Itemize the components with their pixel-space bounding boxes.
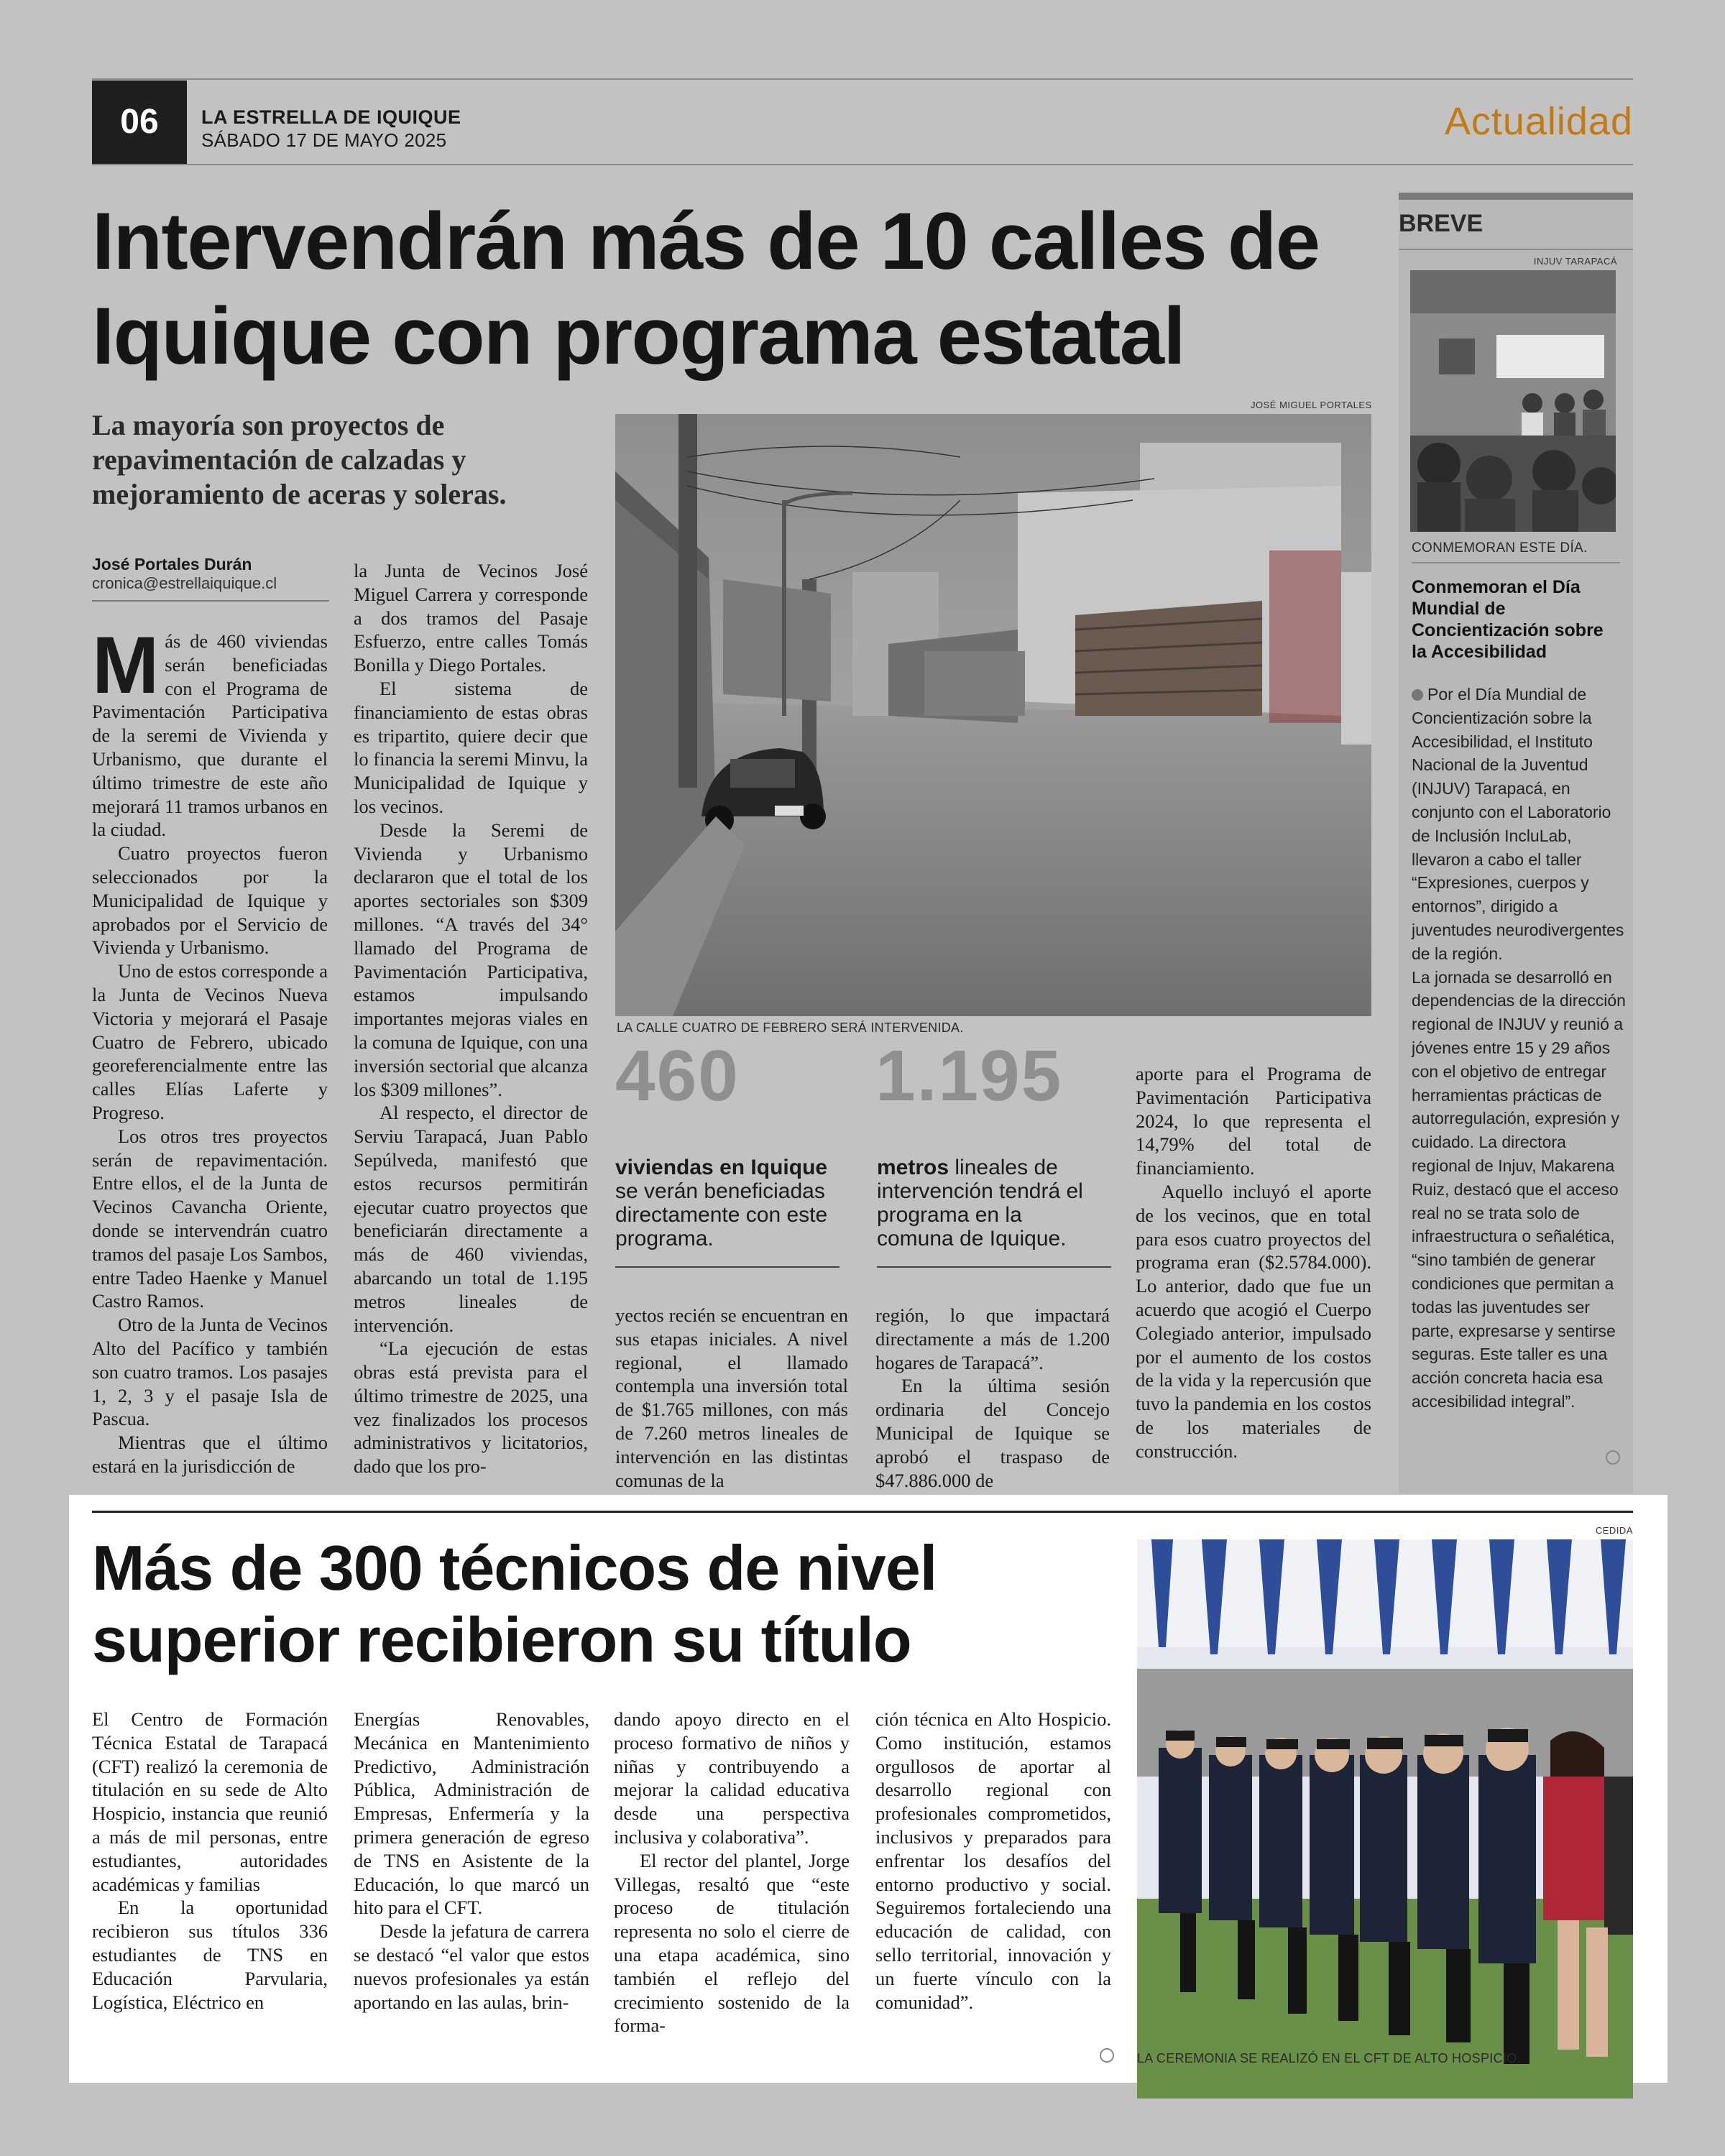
bullet-icon <box>1412 689 1423 701</box>
section-label: Actualidad <box>1444 100 1633 143</box>
stat-1195-number: 1.195 <box>875 1036 1063 1116</box>
second-column-1: El Centro de Formación Técnica Estatal de Tarapacá (CFT) realizó la ceremonia de titulación en su sede de Alto Hospicio, instancia que reunió a más de mil personas, entre estudiantes, autoridades académicas y familias En la oportunidad recibieron sus títulos 336 estudiantes de TNS en Educación Parvularia, Logística, Eléctrico en <box>92 1708 328 2013</box>
stat-460-text: viviendas en Iquique se verán beneficiadas directamente con este programa. <box>615 1156 828 1250</box>
main-column-2: la Junta de Vecinos José Miguel Carrera y corresponde a dos tramos del Pasaje Esfuerzo, entre calles Tomás Bonilla y Diego Portales. El sistema de financiamiento de estas obras es tripartito, quiere decir que lo financia la seremi Minvu, la Municipalidad de Iquique y los vecinos. Desde la Seremi de Vivienda y Urbanismo declararon que el total de los aportes sectoriales son $309 millones. “A través del 34° llamado del Programa de Pavimentación Participativa, estamos impulsando importantes mejoras viales en la comuna de Iquique, con una inversión sectorial que alcanza los $309 millones”. Al respecto, el director de Serviu Tarapacá, Juan Pablo Sepúlveda, manifestó que estos recursos permitirán ejecutar cuatro proyectos que beneficiarán directamente a más de 460 viviendas, abarcando un total de 1.195 metros lineales de intervención. “La ejecución de estas obras está prevista para el último trimestre de 2025, una vez finalizados los procesos administrativos y licitatorios, dado que los pro- <box>354 560 588 1478</box>
main-photo-credit: JOSÉ MIGUEL PORTALES <box>1251 400 1372 410</box>
stat-460-number: 460 <box>615 1036 740 1116</box>
second-headline: Más de 300 técnicos de nivel superior recibieron su título <box>92 1532 937 1675</box>
breve-title: Conmemoran el Día Mundial de Concientización sobre la Accesibilidad <box>1412 577 1604 662</box>
breve-photo-caption: CONMEMORAN ESTE DÍA. <box>1412 540 1588 556</box>
main-headline: Intervendrán más de 10 calles de Iquique con programa estatal <box>92 196 1320 381</box>
street-photo-graphic <box>615 414 1371 1016</box>
stat-1195-text: metros lineales de intervención tendrá el programa en la comuna de Iquique. <box>877 1156 1083 1250</box>
breve-body: Por el Día Mundial de Concientización sobre la Accesibilidad, el Instituto Nacional de la Juventud (INJUV) Tarapacá, en conjunto con el Laboratorio de Inclusión IncluLab, llevaron a cabo el taller “Expresiones, cuerpos y entornos”, dirigido a juventudes neurodivergentes de la región. La jornada se desarrolló en dependencias de la dirección regional de INJUV y reunió a jóvenes entre 15 y 29 años con el objetivo de entregar herramientas prácticas de autorregulación, expresión y cuidado. La directora regional de Injuv, Makarena Ruiz, destacó que el acceso real no se trata solo de infraestructura o señalética, “sino también de generar condiciones que permitan a todas las juventudes ser parte, expresarse y sentirse seguras. Este taller es una acción concreta hacia esa accesibilidad integral”. <box>1412 685 1626 1411</box>
author-email[interactable]: cronica@estrellaiquique.cl <box>92 574 277 592</box>
drop-cap: M <box>92 630 160 710</box>
breve-label: BREVE <box>1399 210 1484 237</box>
breve-photo-credit: INJUV TARAPACÁ <box>1533 256 1617 267</box>
page-number: 06 <box>92 80 187 164</box>
street-photo-caption: LA CALLE CUATRO DE FEBRERO SERÁ INTERVENIDA. <box>617 1021 964 1035</box>
main-column-1: M ás de 460 viviendas serán beneficiadas con el Programa de Pavimentación Participativa de la seremi de Vivienda y Urbanismo, que durante el último trimestre de este año mejorará 11 tramos urbanos en la ciudad. Cuatro proyectos fueron seleccionados por la Municipalidad de Iquique y aprobados por el Servicio de Vivienda y Urbanismo. Uno de estos corresponde a la Junta de Vecinos Nueva Victoria y mejorará el Pasaje Cuatro de Febrero, ubicado georeferencialmente entre las calles Elías Laferte y Progreso. Los otros tres proyectos serán de repavimentación. Entre ellos, el de la Junta de Vecinos Cavancha Oriente, donde se intervendrán cuatro tramos del pasaje Los Sambos, entre Tadeo Haenke y Manuel Castro Ramos. Otro de la Junta de Vecinos Alto del Pacífico y también son cuatro tramos. Los pasajes 1, 2, 3 y el pasaje Isla de Pascua. Mientras que el último estará en la jurisdicción de <box>92 630 328 1477</box>
breve-end-icon <box>1606 1450 1620 1465</box>
second-column-2: Energías Renovables, Mecánica en Mantenimiento Predictivo, Administración Pública, Administración de Empresas, Enfermería y la primera generación de egreso de TNS en Asistente de la Educación, lo que marcó un hito para el CFT. Desde la jefatura de carrera se destacó “el valor que estos nuevos profesionales ya están aportando en las aulas, brin- <box>354 1708 589 2013</box>
second-column-4: ción técnica en Alto Hospicio. Como institución, estamos orgullosos de aportar al desarrollo regional con profesionales comprometidos, inclusivos y preparados para enfrentar los desafíos del entorno productivo y social. Seguiremos fortaleciendo una educación de calidad, con sello territorial, innovación y un fuerte vínculo con la comunidad”. <box>875 1708 1111 2013</box>
issue-date: SÁBADO 17 DE MAYO 2025 <box>201 129 447 151</box>
ceremony-graphic <box>1137 1539 1633 2099</box>
injuv-event-photo <box>1410 270 1616 532</box>
ceremony-photo-caption: LA CEREMONIA SE REALIZÓ EN EL CFT DE ALTO HOSPICIO. <box>1137 2051 1521 2065</box>
breve-sidebar <box>1399 193 1633 1493</box>
main-column-5: aporte para el Programa de Pavimentación Participativa 2024, lo que representa el 14,79% del total de financiamiento. Aquello incluyó el aporte de los vecinos, que en total para esos cuatro proyectos del programa eran ($2.5784.000). Lo anterior, dado que fue un acuerdo que acogió el Cuerpo Colegiado anterior, impulsado por el aumento de los costos de la vida y la repercusión que tuvo la pandemia en los costos de los materiales de construcción. <box>1136 1063 1371 1462</box>
second-end-icon <box>1100 2048 1114 2063</box>
ceremony-photo <box>1137 1539 1633 2099</box>
main-column-4: región, lo que impactará directamente a más de 1.200 hogares de Tarapacá”. En la última sesión ordinaria del Concejo Municipal de Iquique se aprobó el traspaso de $47.886.000 de <box>875 1304 1110 1491</box>
ceremony-photo-credit: CEDIDA <box>1595 1525 1633 1536</box>
author-byline: José Portales Durán cronica@estrellaiquique.cl <box>92 555 329 602</box>
main-article <box>0 172 1387 1502</box>
main-subhead: La mayoría son proyectos de repavimentación de calzadas y mejoramiento de aceras y soleras. <box>92 409 507 510</box>
page-header <box>0 0 1725 172</box>
main-column-3: yectos recién se encuentran en sus etapas iniciales. A nivel regional, el llamado contempla una inversión total de $1.765 millones, con más de 7.260 metros lineales de intervención en las distintas comunas de la <box>615 1304 848 1491</box>
street-photo <box>615 414 1371 1016</box>
second-article <box>69 1495 1668 2083</box>
injuv-event-graphic <box>1410 270 1616 532</box>
second-column-3: dando apoyo directo en el proceso formativo de niños y niñas y contribuyendo a mejorar la calidad educativa desde una perspectiva inclusiva y colaborativa”. El rector del plantel, Jorge Villegas, resaltó que “este proceso de titulación representa no solo el cierre de una etapa académica, sino también el reflejo del crecimiento sostenido de la forma- <box>614 1708 850 2037</box>
newspaper-name: LA ESTRELLA DE IQUIQUE <box>201 106 461 128</box>
